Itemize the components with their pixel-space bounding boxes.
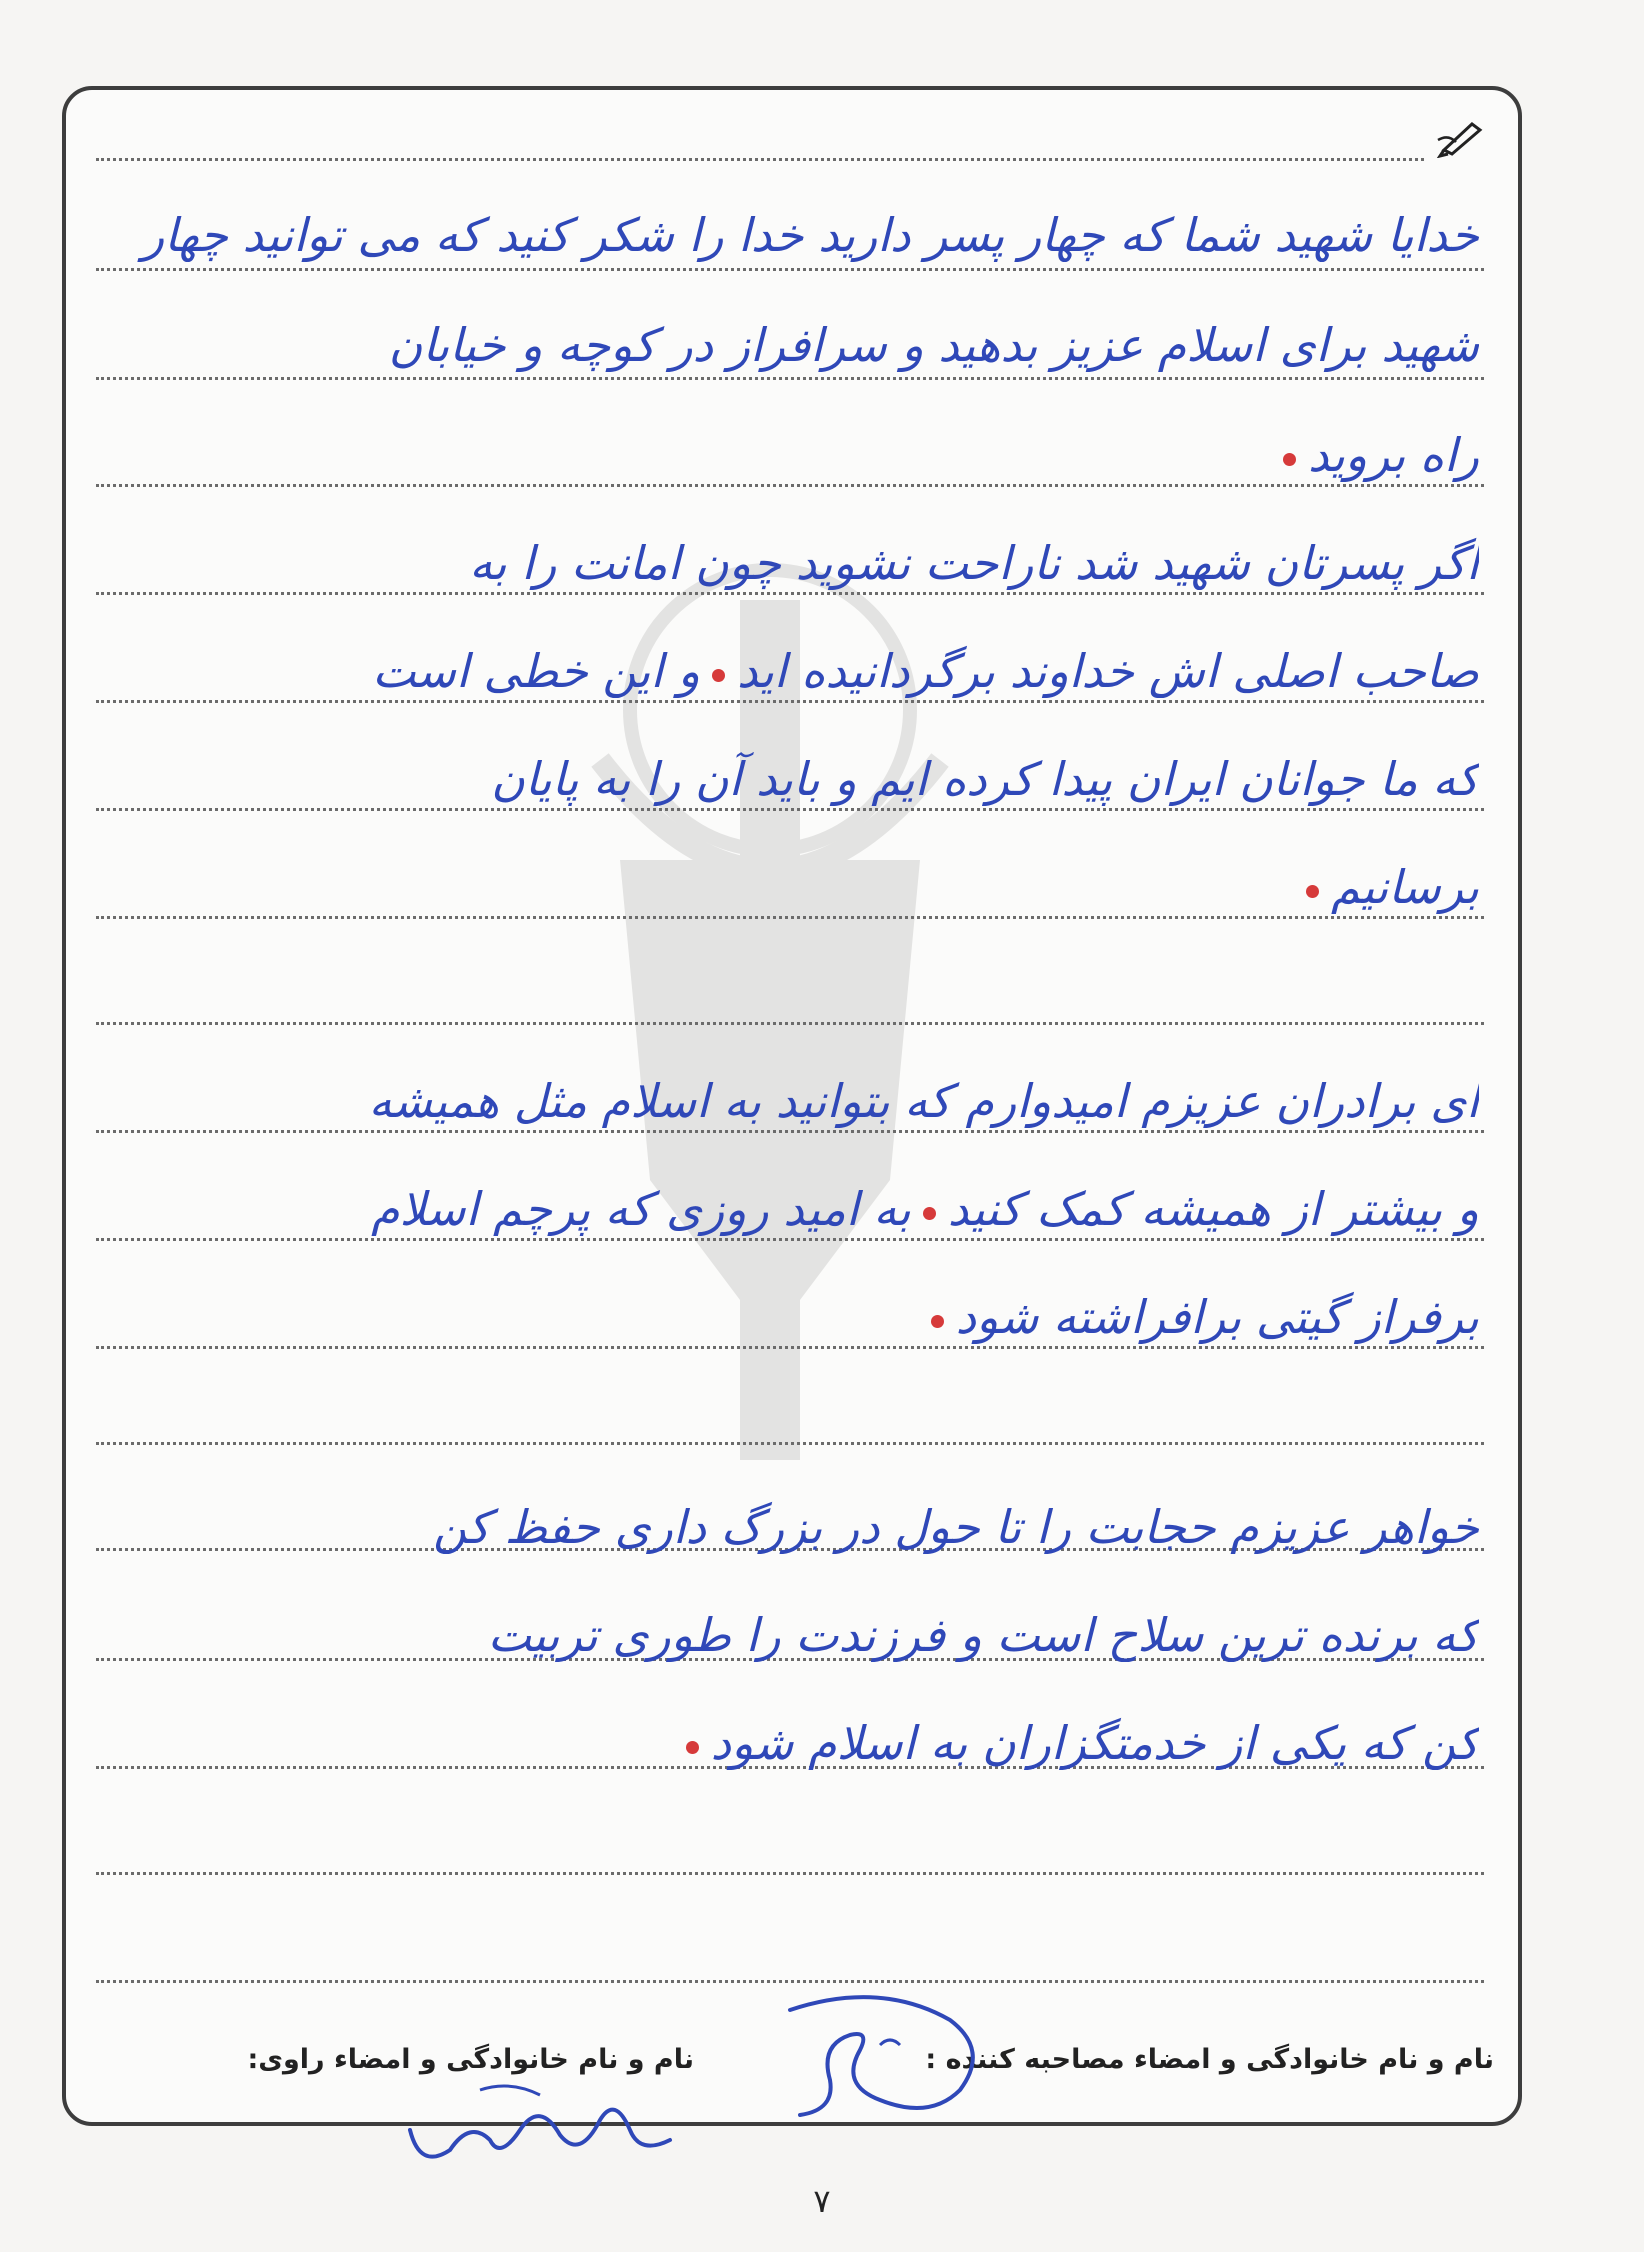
ruled-line <box>96 1022 1484 1025</box>
red-period-dot <box>686 1741 699 1754</box>
ruled-line <box>96 1238 1484 1241</box>
ruled-line <box>96 1346 1484 1349</box>
line-text: راه بروید <box>1307 428 1479 482</box>
narrator-signature <box>390 2060 690 2180</box>
line-text: ای برادران عزیزم امیدوارم که بتوانید به اسلام مثل همیشه <box>368 1074 1479 1128</box>
line-text: خدایا شهید شما که چهار پسر دارید خدا را شکر کنید که می توانید چهار <box>142 208 1479 262</box>
line-text: شهید برای اسلام عزیز بدهید و سرافراز در کوچه و خیابان <box>388 318 1479 372</box>
red-period-dot <box>1306 885 1319 898</box>
line-text-continued: و این خطی است <box>372 644 700 698</box>
line-text: برفراز گیتی برافراشته شود <box>955 1290 1479 1344</box>
page-number: ۷ <box>813 2182 831 2220</box>
interviewer-signature-label: نام و نام خانوادگی و امضاء مصاحبه کننده : <box>925 2044 1494 2075</box>
line-text-continued: به امید روزی که پرچم اسلام <box>371 1182 911 1236</box>
red-period-dot <box>1283 453 1296 466</box>
line-text: که ما جوانان ایران پیدا کرده ایم و باید آن را به پایان <box>491 752 1479 806</box>
line-text: کن که یکی از خدمتگزاران به اسلام شود <box>710 1716 1479 1770</box>
red-period-dot <box>923 1207 936 1220</box>
ruled-line <box>96 1130 1484 1133</box>
ruled-line <box>96 158 1424 161</box>
ruled-line <box>96 377 1484 380</box>
narrator-signature-label: نام و نام خانوادگی و امضاء راوی: <box>247 2044 694 2075</box>
ruled-line <box>96 484 1484 487</box>
handwritten-line <box>92 752 1479 806</box>
handwritten-line <box>92 1074 1479 1128</box>
red-period-dot <box>931 1315 944 1328</box>
ruled-line <box>96 808 1484 811</box>
handwritten-line <box>92 860 1479 914</box>
ruled-line <box>96 1980 1484 1983</box>
handwritten-line <box>92 536 1479 590</box>
handwritten-line <box>92 1716 1479 1770</box>
ruled-line <box>96 700 1484 703</box>
handwritten-line <box>92 318 1479 372</box>
ruled-line <box>96 268 1484 271</box>
red-period-dot <box>712 669 725 682</box>
pen-icon <box>1436 120 1486 158</box>
handwritten-line <box>92 1608 1479 1662</box>
line-text: خواهر عزیزم حجابت را تا حول در بزرگ داری حفظ کن <box>433 1500 1479 1554</box>
ruled-line <box>96 592 1484 595</box>
handwritten-line <box>92 1182 1479 1236</box>
handwritten-line <box>92 1500 1479 1554</box>
handwritten-line <box>92 208 1479 262</box>
line-text: اگر پسرتان شهید شد ناراحت نشوید چون امانت را به <box>469 536 1479 590</box>
ruled-line <box>96 916 1484 919</box>
line-text: و بیشتر از همیشه کمک کنید <box>947 1182 1479 1236</box>
line-text: صاحب اصلی اش خداوند برگردانیده اید <box>736 644 1479 698</box>
interviewer-signature <box>760 1990 1000 2130</box>
handwritten-line <box>92 1290 1479 1344</box>
line-text: برسانیم <box>1330 860 1479 914</box>
line-text: که برنده ترین سلاح است و فرزندت را طوری تربیت <box>487 1608 1479 1662</box>
ruled-line <box>96 1872 1484 1875</box>
ruled-line <box>96 1442 1484 1445</box>
handwritten-line <box>92 644 1479 698</box>
handwritten-line <box>92 428 1479 482</box>
